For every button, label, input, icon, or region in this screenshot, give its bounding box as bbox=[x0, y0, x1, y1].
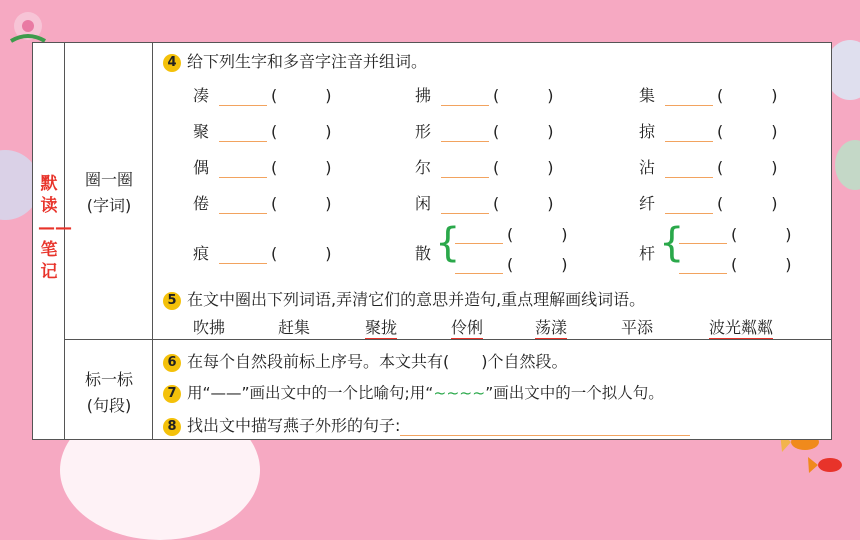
answer-line[interactable] bbox=[400, 421, 690, 436]
char-item: 纤 ( ) bbox=[639, 191, 777, 214]
answer-line[interactable] bbox=[441, 127, 489, 142]
answer-line[interactable] bbox=[665, 199, 713, 214]
char-item: 凑 ( ) bbox=[193, 83, 331, 106]
vocab-word: 平添 bbox=[621, 318, 654, 337]
answer-line[interactable] bbox=[455, 229, 503, 244]
char: 沾 bbox=[639, 158, 656, 177]
vocab-word: 波光粼粼 bbox=[709, 315, 773, 339]
question-text: 找出文中描写燕子外形的句子: bbox=[187, 416, 401, 435]
flower-icon bbox=[6, 6, 50, 46]
char: 聚 bbox=[193, 122, 210, 141]
answer-line[interactable] bbox=[665, 163, 713, 178]
question-number-badge: 8 bbox=[163, 418, 181, 436]
answer-line[interactable] bbox=[219, 249, 267, 264]
answer-line[interactable] bbox=[665, 91, 713, 106]
vocab-word: 吹拂 bbox=[193, 318, 226, 337]
question-text: 在每个自然段前标上序号。本文共有( bbox=[187, 352, 450, 371]
char: 痕 bbox=[193, 244, 210, 263]
question-5 bbox=[163, 287, 645, 310]
char: 纤 bbox=[639, 194, 656, 213]
vocab-word: 荡漾 bbox=[535, 315, 567, 339]
char-item: 形 ( ) bbox=[415, 119, 553, 142]
question-number-badge: 7 bbox=[163, 385, 181, 403]
question-text: 给下列生字和多音字注音并组词。 bbox=[187, 52, 428, 71]
section-label-circle: 圈一圈 (字词) bbox=[84, 170, 133, 215]
char-item: 拂 ( ) bbox=[415, 83, 553, 106]
char-item: 偶 ( ) bbox=[193, 155, 331, 178]
char: 闲 bbox=[415, 194, 432, 213]
char-item-polyphone bbox=[639, 241, 661, 264]
char: 集 bbox=[639, 86, 656, 105]
question-number-badge: 5 bbox=[163, 292, 181, 310]
char-item: 聚 ( ) bbox=[193, 119, 331, 142]
char: 偶 bbox=[193, 158, 210, 177]
section-divider bbox=[65, 339, 831, 340]
vocab-word: 伶俐 bbox=[451, 315, 483, 339]
char-item: 掠 ( ) bbox=[639, 119, 777, 142]
straight-line-mark: —— bbox=[210, 384, 242, 402]
answer-line[interactable] bbox=[679, 229, 727, 244]
brace-icon: { bbox=[659, 220, 685, 266]
answer-line[interactable] bbox=[441, 199, 489, 214]
worksheet-card: 默读——笔记 圈一圈 (字词) 标一标 (句段) 4 给下列生字和多音字注音并组词。 凑 ( ) 拂 ( ) 集 ( ) 聚 ( ) 形 ( ) 掠 ( ) 偶 ( ) 尔 ( ) 沾 ( ) 倦 ( ) 闲 ( ) 纤 ( ) 痕 ( ) 散 { ( ) ( ) 杆 { ( ) ( ) 5 在文中圈出下列词语,弄清它们的意思并造句,重点理解画线词语。 吹拂 赶集 聚拢 伶俐 荡漾 平添 波光粼粼 6 在每个自然段前标上序号。本文共有( )个自然段。 7 用“——”画出文中的一个比喻句;用“~~~~”画出文中的一个拟人句。 8 找出文中描写燕子外形的句子: bbox=[32, 42, 832, 440]
question-text: 用“ bbox=[187, 384, 211, 402]
brace-icon: { bbox=[435, 220, 461, 266]
answer-line[interactable] bbox=[665, 127, 713, 142]
balloon-decoration bbox=[835, 140, 860, 190]
char-item: 尔 ( ) bbox=[415, 155, 553, 178]
char-item: 痕 ( ) bbox=[193, 241, 331, 264]
answer-line[interactable] bbox=[219, 163, 267, 178]
question-8 bbox=[163, 413, 690, 436]
question-text: )个自然段。 bbox=[481, 352, 568, 371]
left-label-column bbox=[33, 43, 72, 439]
wavy-line-mark: ~~~~ bbox=[433, 384, 486, 402]
question-text: 在文中圈出下列词语,弄清它们的意思并造句,重点理解画线词语。 bbox=[187, 290, 646, 309]
char: 散 bbox=[415, 244, 432, 263]
answer-line[interactable] bbox=[679, 259, 727, 274]
vocab-word: 聚拢 bbox=[365, 315, 397, 339]
answer-line[interactable] bbox=[455, 259, 503, 274]
question-7 bbox=[163, 381, 664, 403]
char: 掠 bbox=[639, 122, 656, 141]
question-4 bbox=[163, 49, 427, 72]
section-label-mark: 标一标 (句段) bbox=[84, 370, 133, 415]
question-number-badge: 4 bbox=[163, 54, 181, 72]
question-number-badge: 6 bbox=[163, 354, 181, 372]
char: 杆 bbox=[639, 244, 656, 263]
char: 倦 bbox=[193, 194, 210, 213]
char: 拂 bbox=[415, 86, 432, 105]
char-item: 集 ( ) bbox=[639, 83, 777, 106]
question-text: ”画出文中的一个拟人句。 bbox=[485, 384, 664, 402]
char-item: 闲 ( ) bbox=[415, 191, 553, 214]
char-item-polyphone bbox=[415, 241, 437, 264]
left-label: 默读——笔记 bbox=[38, 174, 72, 282]
question-6 bbox=[163, 349, 568, 372]
answer-line[interactable] bbox=[441, 91, 489, 106]
char: 凑 bbox=[193, 86, 210, 105]
vocab-word: 赶集 bbox=[278, 318, 311, 337]
char: 形 bbox=[415, 122, 432, 141]
answer-line[interactable] bbox=[219, 199, 267, 214]
question-text: ”画出文中的一个比喻句;用“ bbox=[241, 384, 434, 402]
char: 尔 bbox=[415, 158, 432, 177]
char-item: 倦 ( ) bbox=[193, 191, 331, 214]
char-item: 沾 ( ) bbox=[639, 155, 777, 178]
answer-line[interactable] bbox=[441, 163, 489, 178]
answer-line[interactable] bbox=[219, 91, 267, 106]
answer-line[interactable] bbox=[219, 127, 267, 142]
